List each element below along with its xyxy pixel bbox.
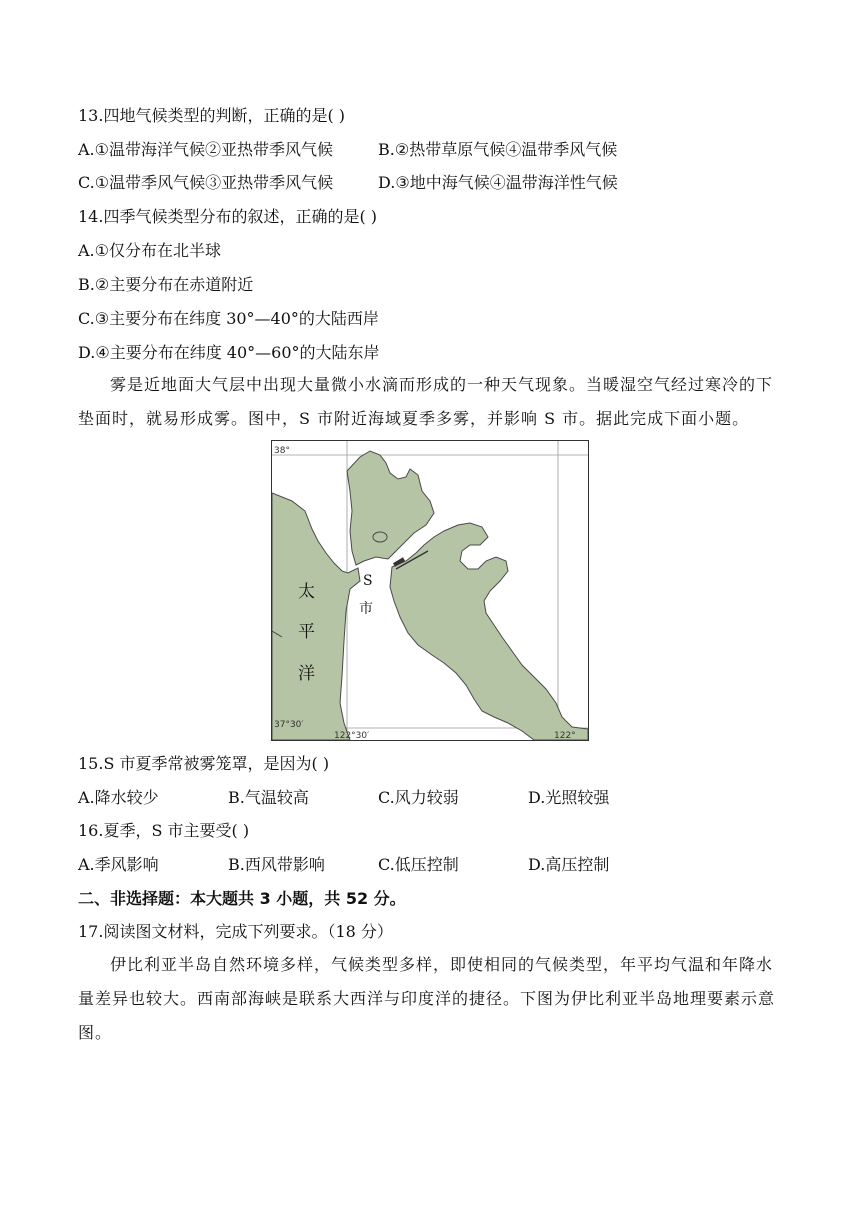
angel-island [373, 532, 387, 542]
q17-passage: 伊比利亚半岛自然环境多样，气候类型多样，即使相同的气候类型，年平均气温和年降水量差异也较大。西南部海峡是联系大西洋与印度洋的捷径。下图为伊比利亚半岛地理要素示意图。 [78, 955, 776, 1042]
ocean-label-3: 洋 [298, 664, 315, 684]
q15-option-a: A.降水较少 [78, 788, 159, 807]
q16-option-d: D.高压控制 [528, 855, 610, 874]
ocean-label-2: 平 [298, 622, 315, 642]
q13-stem: 13.四地气候类型的判断，正确的是( ) [78, 106, 346, 125]
q16-option-a: A.季风影响 [78, 855, 159, 874]
lat-top-label: 38° [274, 446, 290, 456]
q14-option-b: B.②主要分布在赤道附近 [78, 275, 254, 294]
city-label-shi: 市 [359, 601, 373, 617]
city-label-s: S [363, 573, 373, 589]
q14-option-a: A.①仅分布在北半球 [78, 241, 221, 260]
q17-stem: 17.阅读图文材料，完成下列要求。（18 分） [78, 922, 393, 941]
q15-stem: 15.S 市夏季常被雾笼罩，是因为( ) [78, 754, 330, 773]
q14-stem: 14.四季气候类型分布的叙述，正确的是( ) [78, 207, 378, 226]
q15-option-c: C.风力较弱 [378, 788, 459, 807]
q13-option-a: A.①温带海洋气候②亚热带季风气候 [78, 140, 333, 159]
lon-right-label: 122° [554, 731, 576, 740]
q13-option-c: C.①温带季风气候③亚热带季风气候 [78, 173, 334, 192]
q13-option-b: B.②热带草原气候④温带季风气候 [378, 140, 618, 159]
fog-passage: 雾是近地面大气层中出现大量微小水滴而形成的一种天气现象。当暖湿空气经过寒冷的下垫面时，就易形成雾。图中，S 市附近海域夏季多雾，并影响 S 市。据此完成下面小题。 [78, 375, 774, 428]
q16-option-b: B.西风带影响 [228, 855, 325, 874]
q16-stem: 16.夏季，S 市主要受( ) [78, 821, 250, 840]
lat-bottom-label: 37°30′ [274, 720, 304, 730]
q14-option-c: C.③主要分布在纬度 30°—40°的大陆西岸 [78, 309, 379, 328]
q15-option-b: B.气温较高 [228, 788, 309, 807]
ocean-label-1: 太 [298, 582, 315, 602]
sf-bay-map [271, 440, 589, 741]
lon-left-label: 122°30′ [334, 731, 370, 740]
section-heading: 二、非选择题：本大题共 3 小题，共 52 分。 [78, 889, 406, 908]
q15-option-d: D.光照较强 [528, 788, 610, 807]
map-graphic [272, 441, 588, 740]
q13-option-d: D.③地中海气候④温带海洋性气候 [378, 173, 618, 192]
q16-option-c: C.低压控制 [378, 855, 459, 874]
q14-option-d: D.④主要分布在纬度 40°—60°的大陆东岸 [78, 343, 380, 362]
